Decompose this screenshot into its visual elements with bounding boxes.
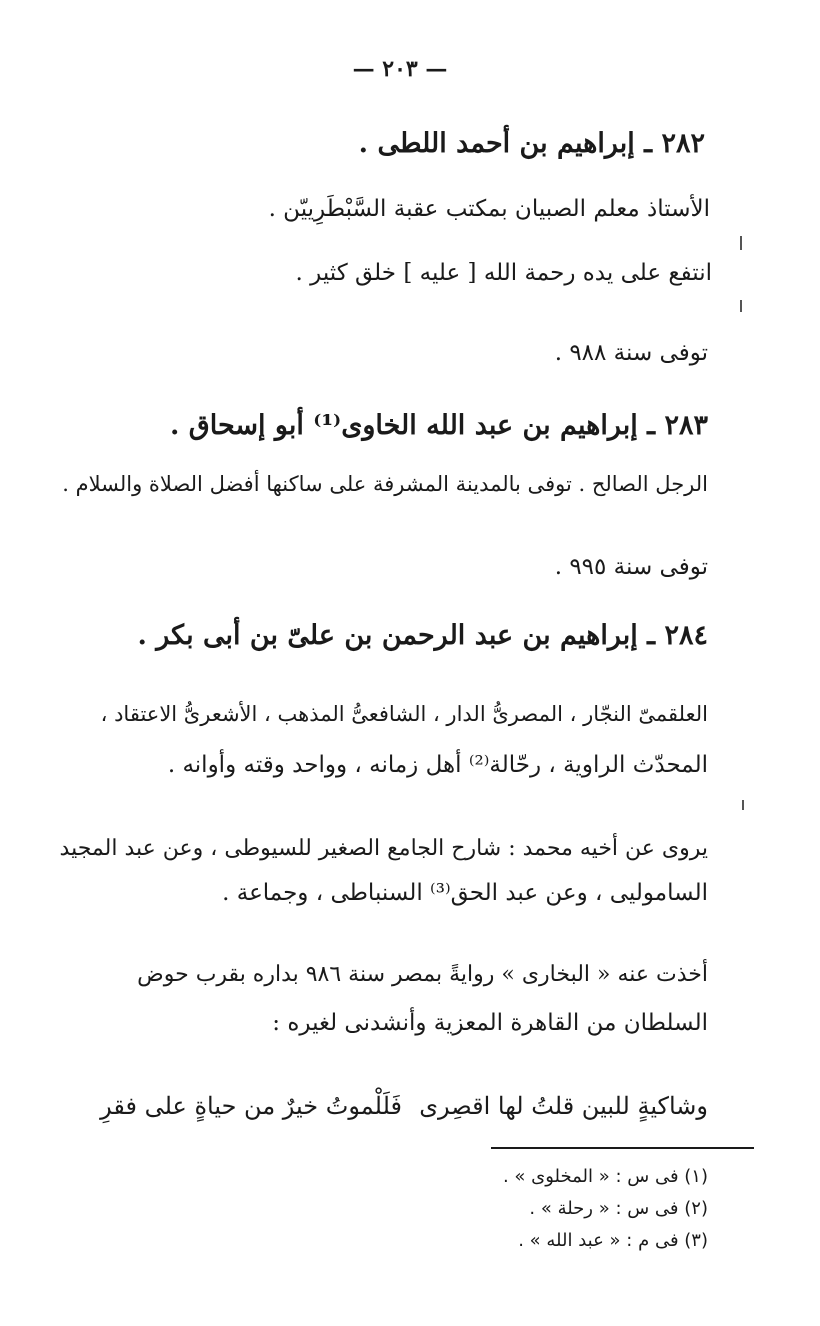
scan-speck — [740, 300, 742, 312]
verse-second-hemistich: فَلَلْموتُ خيرٌ من حياةٍ على فقرِ — [100, 1092, 402, 1120]
scan-speck — [742, 800, 744, 810]
page-number: — ٢٠٣ — — [352, 56, 448, 82]
scan-speck — [740, 236, 742, 250]
entry-282-line-2: انتفع على يده رحمة الله [ عليه ] خلق كثير . — [295, 260, 712, 286]
entry-284-line-4: الساموليى ، وعن عبد الحق⁽³⁾ السنباطى ، وجماعة . — [222, 880, 708, 906]
entry-heading-283: ٢٨٣ ـ إبراهيم بن عبد الله الخاوى⁽¹⁾ أبو إسحاق . — [169, 410, 708, 441]
entry-283-line-1: الرجل الصالح . توفى بالمدينة المشرفة على ساكنها أفضل الصلاة والسلام . — [62, 472, 708, 496]
entry-282-line-1: الأستاذ معلم الصبيان بمكتب عقبة السَّبْطَرِييّن . — [268, 196, 710, 222]
footnote-1: (١) فى س : « المخلوى » . — [502, 1166, 708, 1187]
footnote-3: (٣) فى م : « عبد الله » . — [518, 1230, 708, 1251]
entry-284-line-1: العلقمىّ النجّار ، المصرىُّ الدار ، الشافعىُّ المذهب ، الأشعرىُّ الاعتقاد ، — [100, 702, 708, 726]
entry-284-line-2: المحدّث الراوية ، رحّالة⁽²⁾ أهل زمانه ، وواحد وقته وأوانه . — [167, 752, 708, 778]
footnote-divider — [491, 1147, 754, 1149]
entry-heading-282: ٢٨٢ ـ إبراهيم بن أحمد اللطى . — [358, 128, 705, 159]
entry-284-line-5: أخذت عنه « البخارى » روايةً بمصر سنة ٩٨٦ بداره بقرب حوض — [137, 962, 708, 987]
entry-283-death-line: توفى سنة ٩٩٥ . — [554, 554, 708, 580]
entry-284-line-3: يروى عن أخيه محمد : شارح الجامع الصغير للسيوطى ، وعن عبد المجيد — [59, 836, 708, 861]
entry-282-death-line: توفى سنة ٩٨٨ . — [554, 340, 708, 366]
footnote-2: (٢) فى س : « رحلة » . — [529, 1198, 708, 1219]
entry-heading-284: ٢٨٤ ـ إبراهيم بن عبد الرحمن بن علىّ بن أبى بكر . — [137, 620, 708, 651]
verse-first-hemistich: وشاكيةٍ للبين قلتُ لها اقصِرى — [419, 1092, 708, 1120]
entry-284-line-6: السلطان من القاهرة المعزية وأنشدنى لغيره : — [272, 1010, 708, 1036]
